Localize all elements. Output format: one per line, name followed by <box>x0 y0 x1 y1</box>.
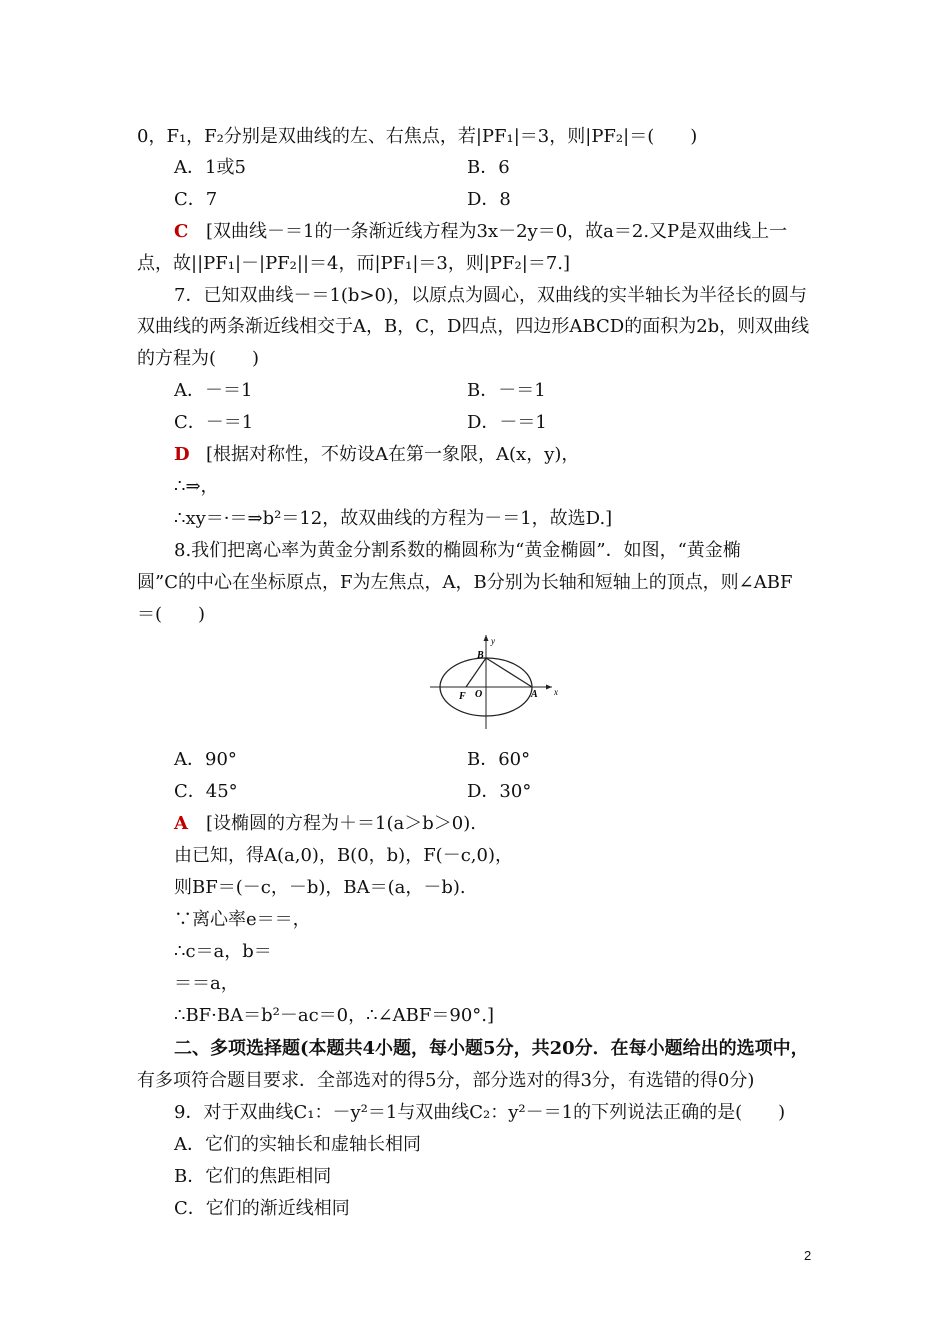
option-b: B．6 <box>467 157 510 178</box>
option-b: B．60° <box>467 749 531 770</box>
option-c: C．7 <box>174 189 218 210</box>
origin-label: O <box>475 689 483 700</box>
page-number: 2 <box>804 1248 812 1263</box>
solution-text: ∴xy＝·＝⇒b²＝12，故双曲线的方程为－＝1，故选D.] <box>174 508 613 529</box>
section-heading: 二、多项选择题(本题共4小题，每小题5分，共20分．在每小题给出的选项中， <box>174 1038 809 1059</box>
question-7-stem: 的方程为( ) <box>137 348 260 369</box>
section-heading: 有多项符合题目要求．全部选对的得5分，部分选对的得3分，有选错的得0分) <box>137 1070 755 1091</box>
solution-text: ∴c＝a，b＝ <box>174 941 272 962</box>
solution-text: ＝＝a， <box>174 973 239 994</box>
question-8-stem: ＝( ) <box>137 604 206 625</box>
question-8-stem: 8.我们把离心率为黄金分割系数的椭圆称为“黄金椭圆”．如图，“黄金椭 <box>174 540 741 561</box>
solution-text: ∵离心率e＝＝， <box>174 909 311 930</box>
solution-text: 则BF＝(－c，－b)，BA＝(a，－b). <box>174 877 466 898</box>
question-7-stem: 7．已知双曲线－＝1(b>0)，以原点为圆心，双曲线的实半轴长为半径长的圆与 <box>174 285 808 306</box>
option-a: A．1或5 <box>174 157 246 178</box>
question-7-stem: 双曲线的两条渐近线相交于A，B，C，D四点，四边形ABCD的面积为2b，则双曲线 <box>137 316 810 337</box>
solution-text: 点，故||PF₁|－|PF₂||＝4，而|PF₁|＝3，则|PF₂|＝7.] <box>137 253 571 274</box>
point-a-label: A <box>531 689 538 700</box>
solution-text: [双曲线－＝1的一条渐近线方程为3x－2y＝0，故a＝2.又P是双曲线上一 <box>206 221 788 242</box>
option-b: B．－＝1 <box>467 380 546 401</box>
x-axis-label: x <box>554 687 558 697</box>
answer-letter: C <box>174 221 189 242</box>
answer-letter: A <box>174 813 188 834</box>
question-8-stem: 圆”C的中心在坐标原点，F为左焦点，A，B分别为长轴和短轴上的顶点，则∠ABF <box>137 572 793 593</box>
solution-text: [根据对称性，不妨设A在第一象限，A(x，y)， <box>206 444 580 465</box>
solution-text: ∴BF·BA＝b²－ac＝0，∴∠ABF＝90°.] <box>174 1005 495 1026</box>
solution-text: ∴⇒， <box>174 476 219 497</box>
option-d: D．30° <box>467 781 532 802</box>
option-c: C．45° <box>174 781 238 802</box>
option-b: B．它们的焦距相同 <box>174 1166 332 1187</box>
point-f-label: F <box>459 691 466 702</box>
option-a: A．90° <box>174 749 237 770</box>
option-c: C．－＝1 <box>174 412 254 433</box>
y-axis-label: y <box>491 636 495 646</box>
solution-text: [设椭圆的方程为＋＝1(a＞b＞0). <box>206 813 476 834</box>
point-b-label: B <box>477 650 484 661</box>
option-c: C．它们的渐近线相同 <box>174 1198 350 1219</box>
question-9-stem: 9．对于双曲线C₁：－y²＝1与双曲线C₂：y²－＝1的下列说法正确的是( ) <box>174 1102 786 1123</box>
ellipse-figure <box>428 633 562 733</box>
solution-text: 由已知，得A(a,0)，B(0，b)，F(－c,0)， <box>174 845 513 866</box>
option-a: A．它们的实轴长和虚轴长相同 <box>174 1134 421 1155</box>
option-a: A．－＝1 <box>174 380 253 401</box>
answer-letter: D <box>174 444 190 465</box>
option-d: D．－＝1 <box>467 412 547 433</box>
question-6-stem-end: 0，F₁，F₂分别是双曲线的左、右焦点，若|PF₁|＝3，则|PF₂|＝( ) <box>137 126 698 147</box>
option-d: D．8 <box>467 189 511 210</box>
